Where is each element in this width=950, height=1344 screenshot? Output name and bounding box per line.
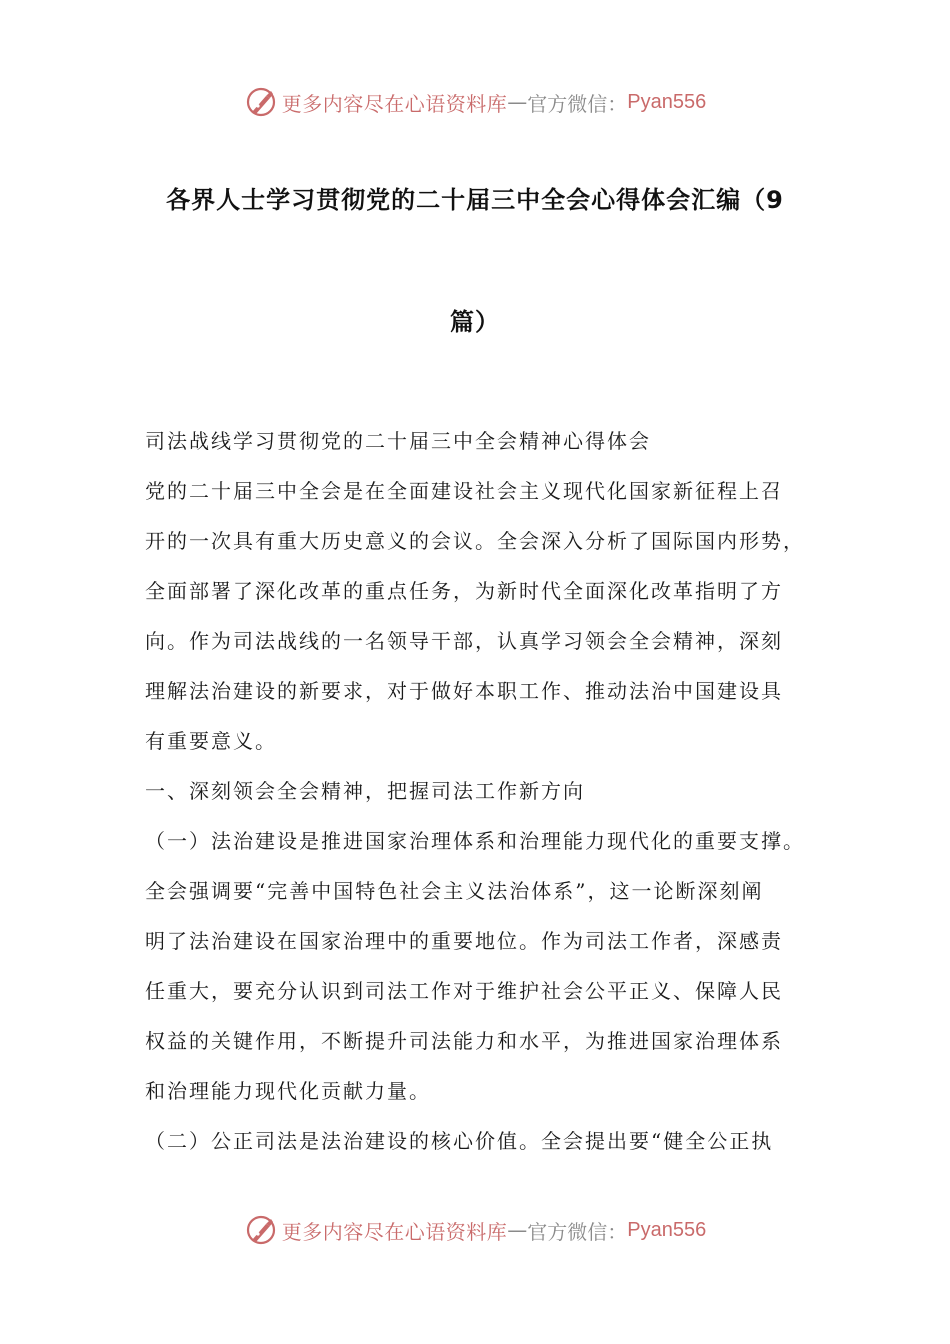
section-heading: 一、深刻领会全会精神，把握司法工作新方向 xyxy=(145,779,585,803)
body-line: 明了法治建设在国家治理中的重要地位。作为司法工作者，深感责 xyxy=(145,929,783,953)
document-body xyxy=(145,416,825,1166)
pen-logo-icon xyxy=(244,85,278,119)
document-title-line-2: 篇） xyxy=(450,308,500,336)
body-line: 全会强调要“完善中国特色社会主义法治体系”，这一论断深刻阐 xyxy=(145,879,764,903)
brand-text: 更多内容尽在心语资料库 xyxy=(281,91,508,116)
body-line: 向。作为司法战线的一名领导干部，认真学习领会全会精神，深刻 xyxy=(145,629,783,653)
banner-separator: — xyxy=(507,90,528,114)
body-line: 有重要意义。 xyxy=(145,729,277,753)
wechat-label: 官方微信： xyxy=(527,91,628,116)
body-line: 党的二十届三中全会是在全面建设社会主义现代化国家新征程上召 xyxy=(145,479,783,503)
body-line: 和治理能力现代化贡献力量。 xyxy=(145,1079,431,1103)
body-line: （一）法治建设是推进国家治理体系和治理能力现代化的重要支撑。 xyxy=(145,829,805,853)
footer-banner xyxy=(0,1208,950,1252)
body-line: 开的一次具有重大历史意义的会议。全会深入分析了国际国内形势， xyxy=(145,529,805,553)
pen-logo-icon xyxy=(244,1213,278,1247)
header-banner xyxy=(0,80,950,124)
wechat-id: Pyan556 xyxy=(627,1218,707,1241)
wechat-label: 官方微信： xyxy=(527,1219,628,1244)
body-line: 全面部署了深化改革的重点任务，为新时代全面深化改革指明了方 xyxy=(145,579,783,603)
body-line: 理解法治建设的新要求，对于做好本职工作、推动法治中国建设具 xyxy=(145,679,783,703)
banner-separator: — xyxy=(507,1218,528,1242)
document-title-line-1: 各界人士学习贯彻党的二十届三中全会心得体会汇编（9 xyxy=(166,186,784,214)
body-line: 司法战线学习贯彻党的二十届三中全会精神心得体会 xyxy=(145,429,651,453)
body-line: （二）公正司法是法治建设的核心价值。全会提出要“健全公正执 xyxy=(145,1129,774,1153)
body-line: 任重大，要充分认识到司法工作对于维护社会公平正义、保障人民 xyxy=(145,979,783,1003)
wechat-id: Pyan556 xyxy=(627,90,707,113)
body-line: 权益的关键作用，不断提升司法能力和水平，为推进国家治理体系 xyxy=(145,1029,783,1053)
brand-text: 更多内容尽在心语资料库 xyxy=(281,1219,508,1244)
